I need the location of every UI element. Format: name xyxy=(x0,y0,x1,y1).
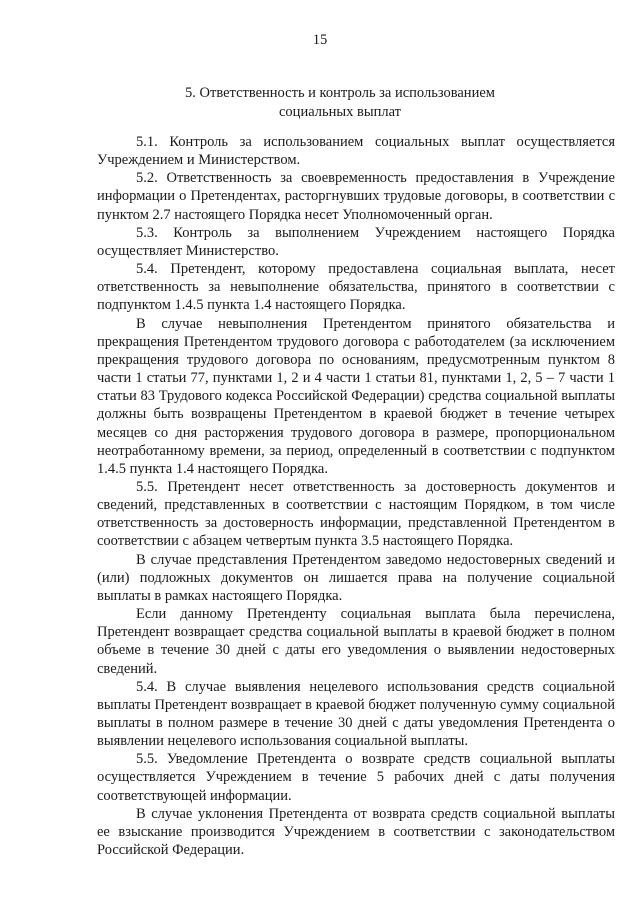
section-title-line-1: 5. Ответственность и контроль за использованием xyxy=(185,85,495,101)
paragraph-refund-full: Если данному Претенденту социальная выплата была перечислена, Претендент возвращает средства социальной выплаты в краевой бюджет в полном объеме в течение 30 дней с даты его уведомления о выявлении недостоверных сведений. xyxy=(97,606,615,677)
section-title-line-2: социальных выплат xyxy=(279,103,401,120)
paragraph-false-information: В случае представления Претендентом заведомо недостоверных сведений и (или) подложных документов он лишается права на получение социальной выплаты в рамках настоящего Порядка. xyxy=(97,551,615,604)
section-title xyxy=(120,84,560,121)
paragraph-5-5-notification: 5.5. Уведомление Претендента о возврате средств социальной выплаты осуществляется Учреждением в течение 5 рабочих дней с даты получения соответствующей информации. xyxy=(97,751,615,804)
paragraph-5-1: 5.1. Контроль за использованием социальных выплат осуществляется Учреждением и Министерством. xyxy=(97,134,615,169)
paragraph-5-4-misuse: 5.4. В случае выявления нецелевого использования средств социальной выплаты Претендент возвращает в краевой бюджет полученную сумму социальной выплаты в полном размере в течение 30 дней с даты уведомления Претендента о выявлении нецелевого использования социальной выплаты. xyxy=(97,678,615,750)
page-number: 15 xyxy=(312,32,328,48)
paragraph-5-5: 5.5. Претендент несет ответственность за достоверность документов и сведений, представленных в соответствии с настоящим Порядком, в том числе ответственность за достоверность информации, представленной Претендентом в соответствии с абзацем четвертым пункта 3.5 настоящего Порядка. xyxy=(97,478,615,550)
paragraph-5-2: 5.2. Ответственность за своевременность предоставления в Учреждение информации о Претендентах, расторгнувших трудовые договоры, в соответствии с пунктом 2.7 настоящего Порядка несет Уполномоченный орган. xyxy=(97,170,615,223)
paragraph-5-4: 5.4. Претендент, которому предоставлена социальная выплата, несет ответственность за невыполнение обязательства, принятого в соответствии с подпунктом 1.4.5 пункта 1.4 настоящего Порядка. xyxy=(97,261,615,314)
paragraph-nonfulfillment: В случае невыполнения Претендентом принятого обязательства и прекращения Претендентом трудового договора с работодателем (за исключением прекращения трудового договора по основаниям, предусмотренным пунктом 8 части 1 статьи 77, пунктами 1, 2 и 4 части 1 статьи 81, пунктами 1, 2, 5 – 7 части 1 статьи 83 Трудового кодекса Российской Федерации) средства социальной выплаты должны быть возвращены Претендентом в краевой бюджет в течение четырех месяцев со дня расторжения трудового договора в размере, пропорциональном неотработанному времени, за период, определенный в соответствии с подпунктом 1.4.5 пункта 1.4 настоящего Порядка. xyxy=(97,315,615,477)
paragraph-enforcement: В случае уклонения Претендента от возврата средств социальной выплаты ее взыскание производится Учреждением в соответствии с законодательством Российской Федерации. xyxy=(97,805,615,859)
paragraph-5-3: 5.3. Контроль за выполнением Учреждением настоящего Порядка осуществляет Министерство. xyxy=(97,224,615,259)
document-body xyxy=(97,133,615,859)
